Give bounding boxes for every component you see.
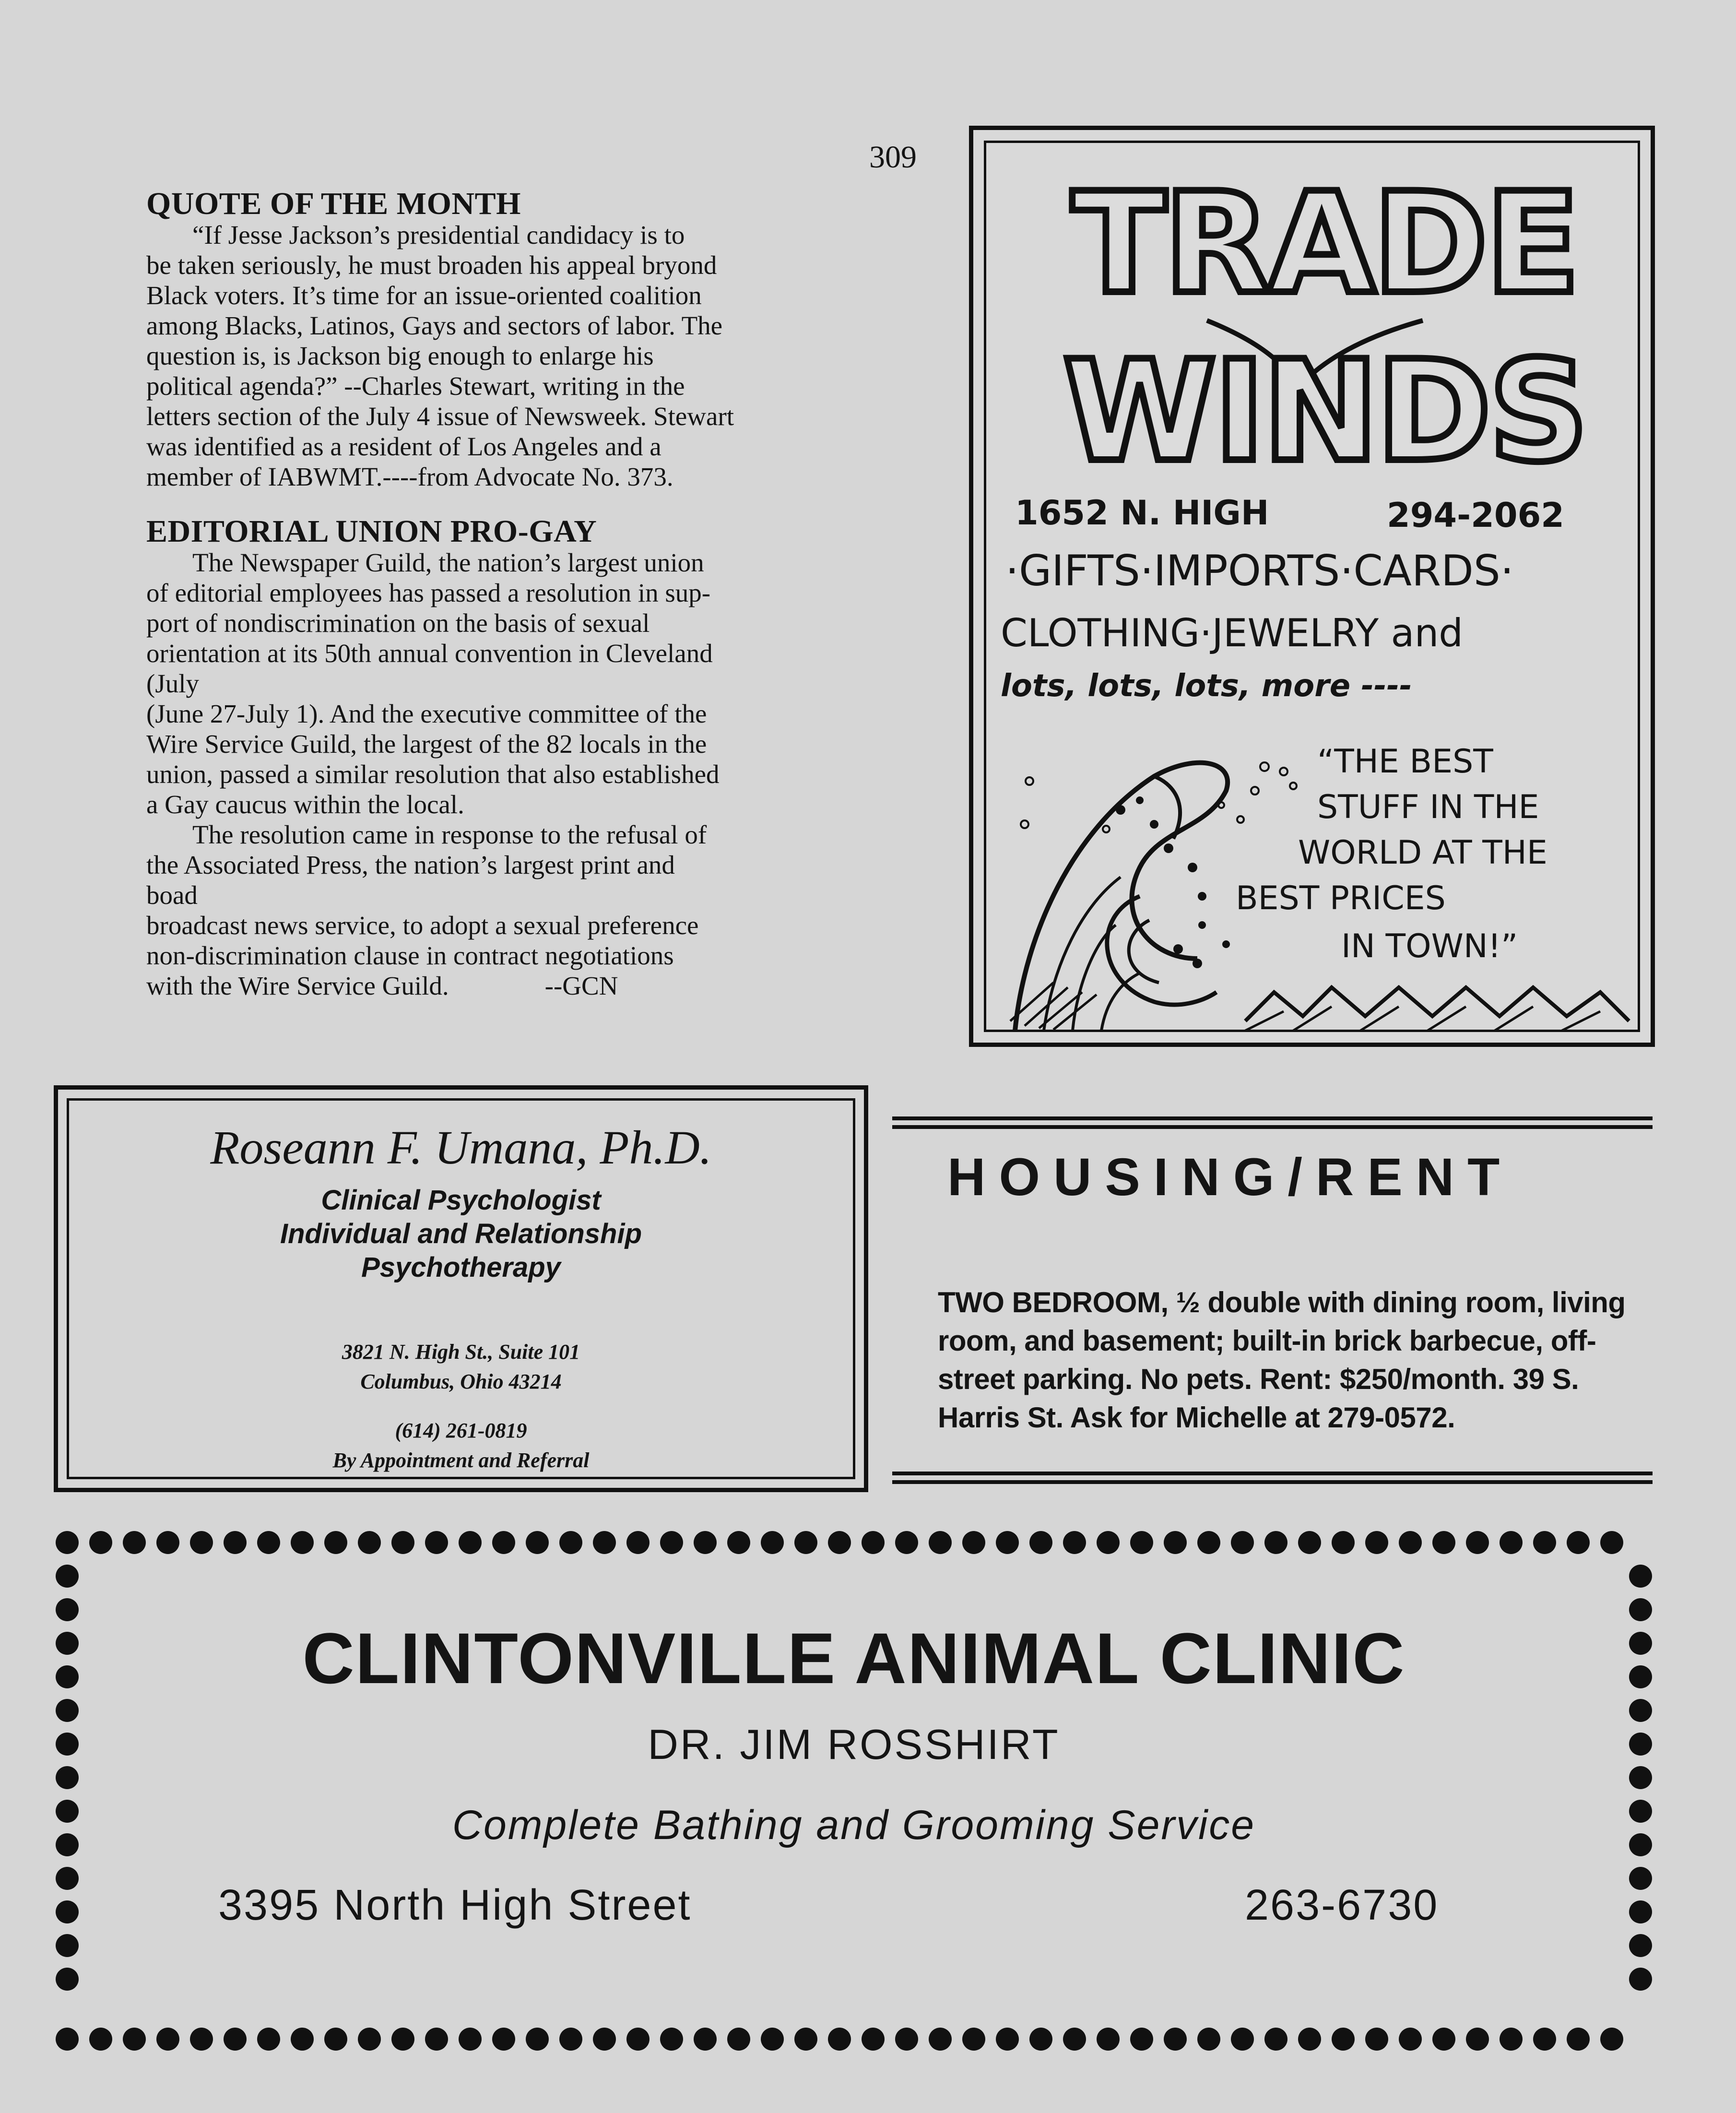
editorial-line: broadcast news service, to adopt a sexual preference xyxy=(146,911,699,940)
border-dot xyxy=(1231,1531,1254,1554)
clinic-phone: 263-6730 xyxy=(1245,1881,1439,1929)
border-dot xyxy=(1365,2028,1388,2051)
border-dot xyxy=(761,2028,784,2051)
tradewinds-products-line2: CLOTHING·JEWELRY and xyxy=(1001,611,1464,655)
border-dot xyxy=(794,1531,817,1554)
border-dot xyxy=(1466,2028,1489,2051)
border-dot xyxy=(1533,1531,1556,1554)
border-dot xyxy=(694,2028,717,2051)
border-dot xyxy=(660,2028,683,2051)
border-dot xyxy=(962,1531,985,1554)
border-dot xyxy=(459,2028,482,2051)
border-dot xyxy=(358,1531,381,1554)
border-dot xyxy=(1197,1531,1220,1554)
border-dot xyxy=(1365,1531,1388,1554)
quote-line: political agenda?” --Charles Stewart, writing in the xyxy=(146,371,685,401)
psychologist-title-line: Clinical Psychologist xyxy=(321,1185,601,1216)
editorial-line xyxy=(146,971,875,1001)
border-dot xyxy=(89,1531,112,1554)
editorial-line: orientation at its 50th annual convention in Cleveland xyxy=(146,639,713,668)
border-dot xyxy=(1298,2028,1321,2051)
border-dot xyxy=(224,1531,247,1554)
border-dot xyxy=(526,2028,549,2051)
editorial-line: the Associated Press, the nation’s largest print and xyxy=(146,850,675,879)
clinic-doctor: DR. JIM ROSSHIRT xyxy=(648,1721,1060,1768)
border-dot xyxy=(1629,1968,1652,1991)
border-dot xyxy=(89,2028,112,2051)
quote-article-title: QUOTE OF THE MONTH xyxy=(146,186,521,221)
border-dot xyxy=(727,2028,750,2051)
editorial-line: Wire Service Guild, the largest of the 82 locals in the xyxy=(146,729,707,759)
border-dot xyxy=(492,1531,515,1554)
border-dot xyxy=(1629,1565,1652,1588)
clinic-name: CLINTONVILLE ANIMAL CLINIC xyxy=(302,1618,1405,1698)
border-dot xyxy=(895,2028,918,2051)
editorial-last-line: with the Wire Service Guild. xyxy=(146,971,449,1000)
border-dot xyxy=(727,1531,750,1554)
border-dot xyxy=(794,2028,817,2051)
quote-article-body xyxy=(146,220,875,492)
border-dot xyxy=(190,2028,213,2051)
psychologist-phone: (614) 261-0819 xyxy=(395,1419,527,1442)
psychologist-title-line: Psychotherapy xyxy=(361,1252,561,1283)
border-dot xyxy=(1629,1900,1652,1923)
border-dot xyxy=(862,2028,885,2051)
housing-section-title: HOUSING/RENT xyxy=(947,1148,1513,1207)
border-dot xyxy=(1629,1699,1652,1722)
border-dot xyxy=(828,2028,851,2051)
quote-article xyxy=(146,188,875,492)
housing-line: TWO BEDROOM, ½ double with dining room, living xyxy=(938,1286,1626,1318)
psychologist-note: By Appointment and Referral xyxy=(332,1448,590,1472)
editorial-article-title: EDITORIAL UNION PRO-GAY xyxy=(146,514,597,549)
tradewinds-title-line2: WINDS xyxy=(1063,331,1586,474)
border-dot xyxy=(492,2028,515,2051)
border-dot xyxy=(291,2028,314,2051)
border-dot xyxy=(1164,2028,1187,2051)
tradewinds-phone: 294-2062 xyxy=(1387,496,1564,535)
quote-line: question is, is Jackson big enough to enlarge his xyxy=(146,341,654,370)
border-dot xyxy=(56,1934,79,1957)
border-dot xyxy=(1097,2028,1120,2051)
border-dot xyxy=(358,2028,381,2051)
quote-line: be taken seriously, he must broaden his appeal bryond xyxy=(146,250,717,280)
border-dot xyxy=(459,1531,482,1554)
editorial-line: union, passed a similar resolution that also established xyxy=(146,760,720,789)
border-dot xyxy=(1029,2028,1052,2051)
border-dot xyxy=(593,2028,616,2051)
housing-top-rule xyxy=(892,1116,1653,1120)
border-dot xyxy=(1197,2028,1220,2051)
editorial-line: port of nondiscrimination on the basis of sexual xyxy=(146,608,650,638)
border-dot xyxy=(1567,2028,1590,2051)
border-dot xyxy=(1466,1531,1489,1554)
border-dot xyxy=(1063,2028,1086,2051)
border-dot xyxy=(1164,1531,1187,1554)
page-number: 309 xyxy=(869,140,917,175)
psychologist-card-inner-border xyxy=(67,1098,855,1479)
border-dot xyxy=(1332,2028,1355,2051)
border-dot xyxy=(1629,1766,1652,1789)
tradewinds-quote-line: STUFF IN THE xyxy=(1317,788,1539,826)
housing-line: street parking. No pets. Rent: $250/month. 39 S. xyxy=(938,1363,1579,1395)
psychologist-address-line: 3821 N. High St., Suite 101 xyxy=(342,1340,580,1364)
psychologist-address-line: Columbus, Ohio 43214 xyxy=(360,1370,562,1393)
border-dot xyxy=(1029,1531,1052,1554)
border-dot xyxy=(1399,1531,1422,1554)
border-dot xyxy=(929,2028,952,2051)
tradewinds-logo xyxy=(1029,162,1619,474)
border-dot xyxy=(1629,1934,1652,1957)
border-dot xyxy=(962,2028,985,2051)
border-dot xyxy=(828,1531,851,1554)
border-dot xyxy=(1298,1531,1321,1554)
border-dot xyxy=(56,1968,79,1991)
border-dot xyxy=(56,1699,79,1722)
tradewinds-products-line1: ·GIFTS·IMPORTS·CARDS· xyxy=(1005,546,1514,595)
tradewinds-quote-line: WORLD AT THE xyxy=(1298,834,1547,872)
border-dot xyxy=(324,1531,347,1554)
tradewinds-quote-line: BEST PRICES xyxy=(1236,879,1446,917)
editorial-credit: --GCN xyxy=(544,971,618,1000)
border-dot xyxy=(425,2028,448,2051)
clinic-dotted-border xyxy=(53,1528,1655,2054)
border-dot xyxy=(56,2028,79,2051)
border-dot xyxy=(1097,1531,1120,1554)
editorial-line: of editorial employees has passed a resolution in sup- xyxy=(146,578,711,607)
border-dot xyxy=(862,1531,885,1554)
border-dot xyxy=(1567,1531,1590,1554)
tradewinds-quote-line: “THE BEST xyxy=(1317,743,1493,781)
border-dot xyxy=(190,1531,213,1554)
border-dot xyxy=(626,1531,650,1554)
border-dot xyxy=(1130,2028,1153,2051)
clinic-ad xyxy=(53,1528,1655,2054)
border-dot xyxy=(1264,2028,1287,2051)
border-dot xyxy=(1432,2028,1455,2051)
quote-line: among Blacks, Latinos, Gays and sectors of labor. The xyxy=(146,311,723,340)
editorial-article xyxy=(146,516,875,1001)
border-dot xyxy=(1231,2028,1254,2051)
border-dot xyxy=(123,1531,146,1554)
border-dot xyxy=(56,1531,79,1554)
border-dot xyxy=(526,1531,549,1554)
border-dot xyxy=(56,1766,79,1789)
border-dot xyxy=(996,2028,1019,2051)
tradewinds-ad xyxy=(969,126,1655,1047)
editorial-line: The resolution came in response to the refusal of xyxy=(192,820,707,849)
border-dot xyxy=(324,2028,347,2051)
border-dot xyxy=(1264,1531,1287,1554)
tradewinds-products-line3: lots, lots, lots, more ---- xyxy=(1001,668,1412,704)
quote-line: Black voters. It’s time for an issue-oriented coalition xyxy=(146,281,702,310)
border-dot xyxy=(156,2028,179,2051)
tradewinds-address: 1652 N. HIGH xyxy=(1015,493,1269,533)
border-dot xyxy=(391,2028,414,2051)
border-dot xyxy=(559,1531,582,1554)
housing-bottom-rule-2 xyxy=(892,1480,1653,1484)
border-dot xyxy=(56,1565,79,1588)
border-dot xyxy=(1500,2028,1523,2051)
border-dot xyxy=(156,1531,179,1554)
border-dot xyxy=(56,1900,79,1923)
quote-line: was identified as a resident of Los Angeles and a xyxy=(146,432,661,461)
editorial-line: The Newspaper Guild, the nation’s largest union xyxy=(192,548,704,577)
editorial-line: (July xyxy=(146,669,199,698)
clinic-service: Complete Bathing and Grooming Service xyxy=(452,1802,1256,1848)
border-dot xyxy=(1533,2028,1556,2051)
housing-top-rule-2 xyxy=(892,1125,1653,1129)
psychologist-card xyxy=(54,1085,868,1492)
housing-line: room, and basement; built-in brick barbecue, off- xyxy=(938,1325,1596,1357)
border-dot xyxy=(1130,1531,1153,1554)
border-dot xyxy=(1600,1531,1623,1554)
border-dot xyxy=(1399,2028,1422,2051)
border-dot xyxy=(291,1531,314,1554)
border-dot xyxy=(559,2028,582,2051)
border-dot xyxy=(929,1531,952,1554)
editorial-line: (June 27-July 1). And the executive committee of the xyxy=(146,699,707,728)
quote-line: letters section of the July 4 issue of Newsweek. Stewart xyxy=(146,402,734,431)
border-dot xyxy=(761,1531,784,1554)
psychologist-name: Roseann F. Umana, Ph.D. xyxy=(210,1121,712,1174)
border-dot xyxy=(1500,1531,1523,1554)
editorial-line: a Gay caucus within the local. xyxy=(146,790,464,819)
tradewinds-inner-border xyxy=(984,141,1640,1032)
tradewinds-title-line1: TRADE xyxy=(1071,163,1578,325)
border-dot xyxy=(1332,1531,1355,1554)
border-dot xyxy=(123,2028,146,2051)
quote-line: member of IABWMT.----from Advocate No. 373. xyxy=(146,462,673,491)
editorial-article-body xyxy=(146,547,875,1001)
clinic-address: 3395 North High Street xyxy=(218,1881,692,1929)
border-dot xyxy=(391,1531,414,1554)
tradewinds-quote-line: IN TOWN!” xyxy=(1341,927,1518,965)
border-dot xyxy=(257,2028,280,2051)
border-dot xyxy=(660,1531,683,1554)
border-dot xyxy=(593,1531,616,1554)
border-dot xyxy=(895,1531,918,1554)
border-dot xyxy=(694,1531,717,1554)
border-dot xyxy=(626,2028,650,2051)
editorial-line: boad xyxy=(146,880,198,910)
border-dot xyxy=(224,2028,247,2051)
border-dot xyxy=(996,1531,1019,1554)
border-dot xyxy=(56,1867,79,1890)
border-dot xyxy=(257,1531,280,1554)
psychologist-title-line: Individual and Relationship xyxy=(280,1218,642,1249)
border-dot xyxy=(1600,2028,1623,2051)
border-dot xyxy=(1629,1867,1652,1890)
editorial-line: non-discrimination clause in contract negotiations xyxy=(146,941,674,970)
housing-listing xyxy=(938,1283,1657,1437)
border-dot xyxy=(425,1531,448,1554)
border-dot xyxy=(1063,1531,1086,1554)
housing-bottom-rule xyxy=(892,1472,1653,1475)
housing-line: Harris St. Ask for Michelle at 279-0572. xyxy=(938,1401,1455,1434)
border-dot xyxy=(1432,1531,1455,1554)
quote-line: “If Jesse Jackson’s presidential candidacy is to xyxy=(192,220,685,249)
